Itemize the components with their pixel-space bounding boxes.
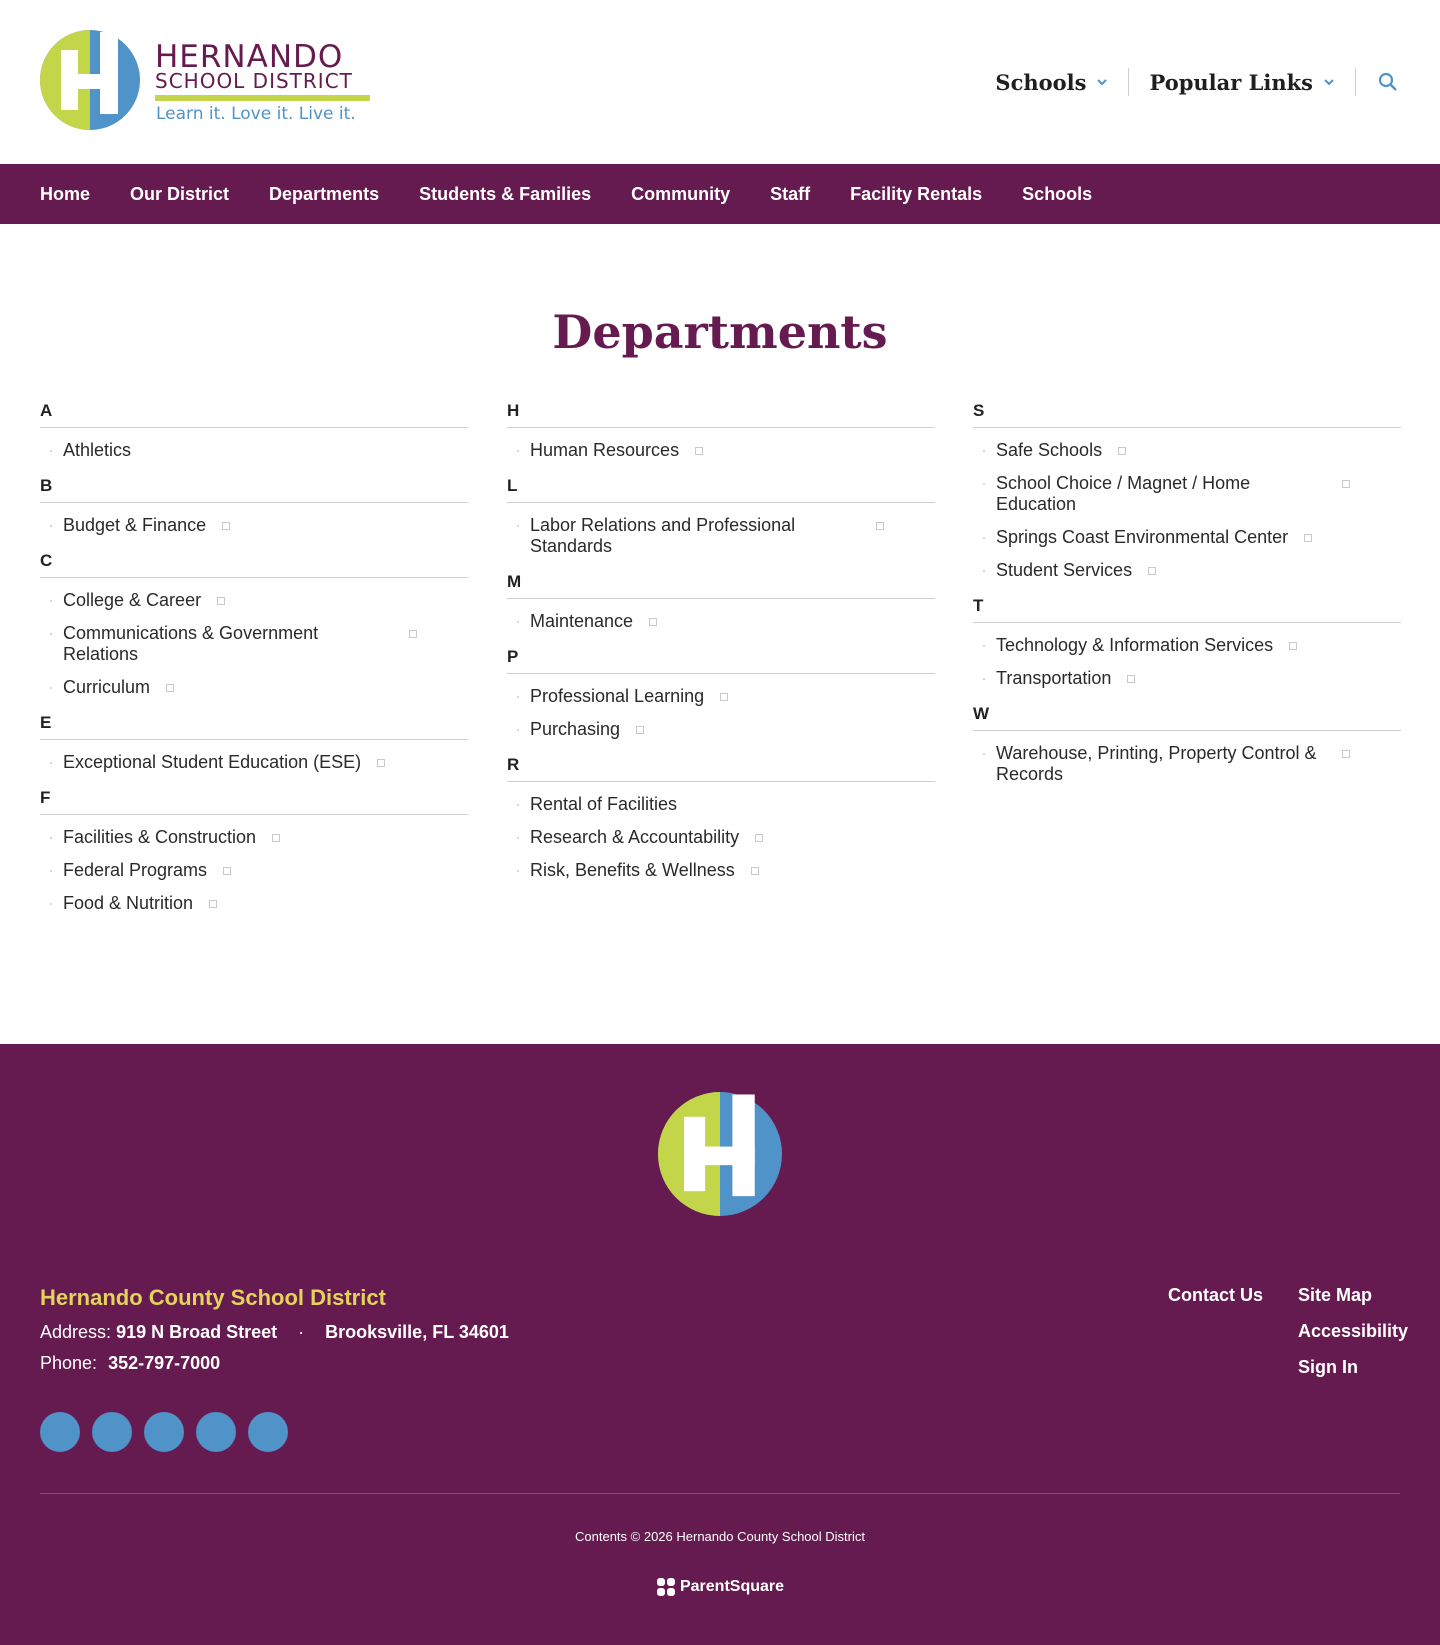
social-icon-5[interactable] [248, 1412, 288, 1452]
department-link[interactable] [507, 860, 935, 881]
external-link-icon [377, 759, 385, 767]
social-icon-1[interactable] [40, 1412, 80, 1452]
main-nav-list [0, 164, 1440, 224]
external-link-icon [1127, 675, 1135, 683]
department-label: Food & Nutrition [63, 893, 194, 913]
department-link[interactable] [40, 827, 468, 848]
parentsquare-link[interactable] [0, 1577, 1440, 1597]
svg-text:HERNANDO: HERNANDO [155, 39, 344, 75]
letter-group [40, 712, 468, 773]
external-link-icon [217, 597, 225, 605]
site-header [0, 0, 1440, 164]
department-label: Transportation [996, 668, 1112, 688]
contact-us-link[interactable]: Contact Us [1168, 1285, 1264, 1305]
department-label: Student Services [996, 560, 1133, 580]
letter-group [507, 754, 935, 881]
footer-logo[interactable] [658, 1092, 782, 1216]
department-link[interactable] [40, 623, 468, 665]
department-link[interactable] [973, 440, 1401, 461]
letter-heading: W [973, 703, 1401, 731]
department-label: Rental of Facilities [530, 794, 678, 814]
letter-heading: B [40, 475, 468, 503]
department-label: Curriculum [63, 677, 151, 697]
external-link-icon [1342, 750, 1350, 758]
footer-links-col-1 [1168, 1284, 1263, 1320]
svg-text:SCHOOL DISTRICT: SCHOOL DISTRICT [155, 69, 353, 93]
letter-group [973, 400, 1401, 581]
letter-heading: R [507, 754, 935, 782]
department-link[interactable] [973, 743, 1401, 785]
district-logo[interactable] [40, 30, 380, 135]
department-link[interactable] [973, 473, 1401, 515]
nav-item-staff[interactable]: Staff [770, 183, 811, 204]
letter-group [40, 787, 468, 914]
department-label: Budget & Finance [63, 515, 207, 535]
nav-item-students-families[interactable]: Students & Families [419, 183, 592, 204]
external-link-icon [755, 834, 763, 842]
external-link-icon [223, 867, 231, 875]
letter-heading: A [40, 400, 468, 428]
footer-address [40, 1322, 509, 1343]
departments-column-3 [973, 400, 1401, 799]
department-link[interactable] [507, 611, 935, 632]
department-link[interactable] [40, 860, 468, 881]
letter-group [40, 550, 468, 698]
department-label: Communications & Government Relations [63, 623, 319, 664]
department-label: Facilities & Construction [63, 827, 257, 847]
department-label: Exceptional Student Education (ESE) [63, 752, 362, 772]
department-label: Technology & Information Services [996, 635, 1274, 655]
social-icon-2[interactable] [92, 1412, 132, 1452]
departments-column-1 [40, 400, 468, 928]
letter-heading: H [507, 400, 935, 428]
department-link[interactable] [40, 440, 468, 461]
footer-district-name: Hernando County School District [40, 1285, 386, 1310]
schools-dropdown[interactable] [995, 70, 1108, 95]
external-link-icon [209, 900, 217, 908]
nav-item-community[interactable]: Community [631, 183, 731, 204]
footer-phone [40, 1353, 220, 1374]
external-link-icon [636, 726, 644, 734]
accessibility-link[interactable]: Accessibility [1298, 1321, 1409, 1341]
page-title: Departments [552, 305, 888, 359]
external-link-icon [1289, 642, 1297, 650]
parentsquare-icon [656, 1577, 676, 1597]
main-nav [0, 164, 1440, 224]
department-label: Warehouse, Printing, Property Control & Records [996, 743, 1317, 784]
address-label: Address: [40, 1322, 112, 1342]
nav-item-facility-rentals[interactable]: Facility Rentals [850, 183, 983, 204]
letter-group [507, 475, 935, 557]
department-label: Springs Coast Environmental Center [996, 527, 1289, 547]
search-button[interactable] [1376, 70, 1400, 94]
letter-group [507, 400, 935, 461]
department-link[interactable] [40, 515, 468, 536]
letter-group [40, 400, 468, 461]
department-link[interactable] [973, 668, 1401, 689]
site-footer [0, 1044, 1440, 1645]
department-link[interactable] [973, 560, 1401, 581]
department-link[interactable] [40, 677, 468, 698]
copyright: Contents © 2026 Hernando County School District [575, 1529, 865, 1544]
chevron-down-icon [1096, 76, 1108, 88]
departments-column-2 [507, 400, 935, 895]
schools-dropdown-label: Schools [995, 69, 1087, 95]
utility-divider [1355, 68, 1356, 96]
site-map-link[interactable]: Site Map [1298, 1285, 1373, 1305]
letter-heading: T [973, 595, 1401, 623]
department-link[interactable] [40, 752, 468, 773]
letter-group [973, 703, 1401, 785]
address-separator: · [298, 1322, 305, 1342]
chevron-down-icon [1323, 76, 1335, 88]
letter-heading: C [40, 550, 468, 578]
external-link-icon [876, 522, 884, 530]
address-street: 919 N Broad Street [116, 1322, 278, 1342]
department-label: Risk, Benefits & Wellness [530, 860, 735, 880]
department-link[interactable] [973, 635, 1401, 656]
address-city: Brooksville, FL 34601 [325, 1322, 509, 1342]
department-label: School Choice / Magnet / Home Education [996, 473, 1251, 514]
external-link-icon [649, 618, 657, 626]
department-label: Federal Programs [63, 860, 208, 880]
letter-group [40, 475, 468, 536]
letter-group [507, 571, 935, 632]
department-link[interactable] [507, 794, 935, 815]
footer-divider [40, 1493, 1400, 1494]
external-link-icon [751, 867, 759, 875]
external-link-icon [409, 630, 417, 638]
department-link[interactable] [973, 527, 1401, 548]
external-link-icon [1118, 447, 1126, 455]
department-label: Human Resources [530, 440, 680, 460]
department-label: Professional Learning [530, 686, 705, 706]
department-link[interactable] [40, 590, 468, 611]
sign-in-link[interactable]: Sign In [1298, 1357, 1358, 1377]
letter-heading: M [507, 571, 935, 599]
external-link-icon [222, 522, 230, 530]
department-link[interactable] [507, 515, 935, 557]
department-link[interactable] [507, 827, 935, 848]
nav-item-our-district[interactable]: Our District [130, 183, 230, 204]
phone-number[interactable]: 352-797-7000 [108, 1353, 221, 1373]
popular-links-dropdown[interactable] [1149, 70, 1335, 95]
search-icon [1378, 72, 1398, 92]
department-link[interactable] [507, 719, 935, 740]
department-label: Athletics [63, 440, 132, 460]
svg-text:Learn it. Love it. Live it.: Learn it. Love it. Live it. [156, 104, 356, 124]
social-icon-4[interactable] [196, 1412, 236, 1452]
utility-nav [995, 64, 1400, 100]
phone-label: Phone: [40, 1353, 98, 1373]
department-link[interactable] [507, 440, 935, 461]
department-label: Labor Relations and Professional Standards [530, 515, 796, 556]
department-label: Safe Schools [996, 440, 1103, 460]
letter-heading: S [973, 400, 1401, 428]
social-icon-3[interactable] [144, 1412, 184, 1452]
nav-item-home[interactable]: Home [40, 183, 91, 204]
external-link-icon [272, 834, 280, 842]
department-label: Maintenance [530, 611, 634, 631]
letter-group [973, 595, 1401, 689]
letter-heading: P [507, 646, 935, 674]
utility-divider [1128, 68, 1129, 96]
department-label: College & Career [63, 590, 202, 610]
external-link-icon [695, 447, 703, 455]
external-link-icon [1148, 567, 1156, 575]
letter-heading: F [40, 787, 468, 815]
department-link[interactable] [40, 893, 468, 914]
external-link-icon [720, 693, 728, 701]
department-label: Purchasing [530, 719, 621, 739]
footer-links-col-2 [1298, 1284, 1408, 1392]
nav-item-departments[interactable]: Departments [269, 183, 380, 204]
external-link-icon [166, 684, 174, 692]
popular-links-label: Popular Links [1149, 69, 1313, 95]
letter-group [507, 646, 935, 740]
social-links [40, 1412, 300, 1452]
letter-heading: L [507, 475, 935, 503]
external-link-icon [1342, 480, 1350, 488]
department-label: Research & Accountability [530, 827, 740, 847]
nav-item-schools[interactable]: Schools [1022, 183, 1093, 204]
department-link[interactable] [507, 686, 935, 707]
letter-heading: E [40, 712, 468, 740]
parentsquare-label: ParentSquare [679, 1578, 785, 1595]
external-link-icon [1304, 534, 1312, 542]
